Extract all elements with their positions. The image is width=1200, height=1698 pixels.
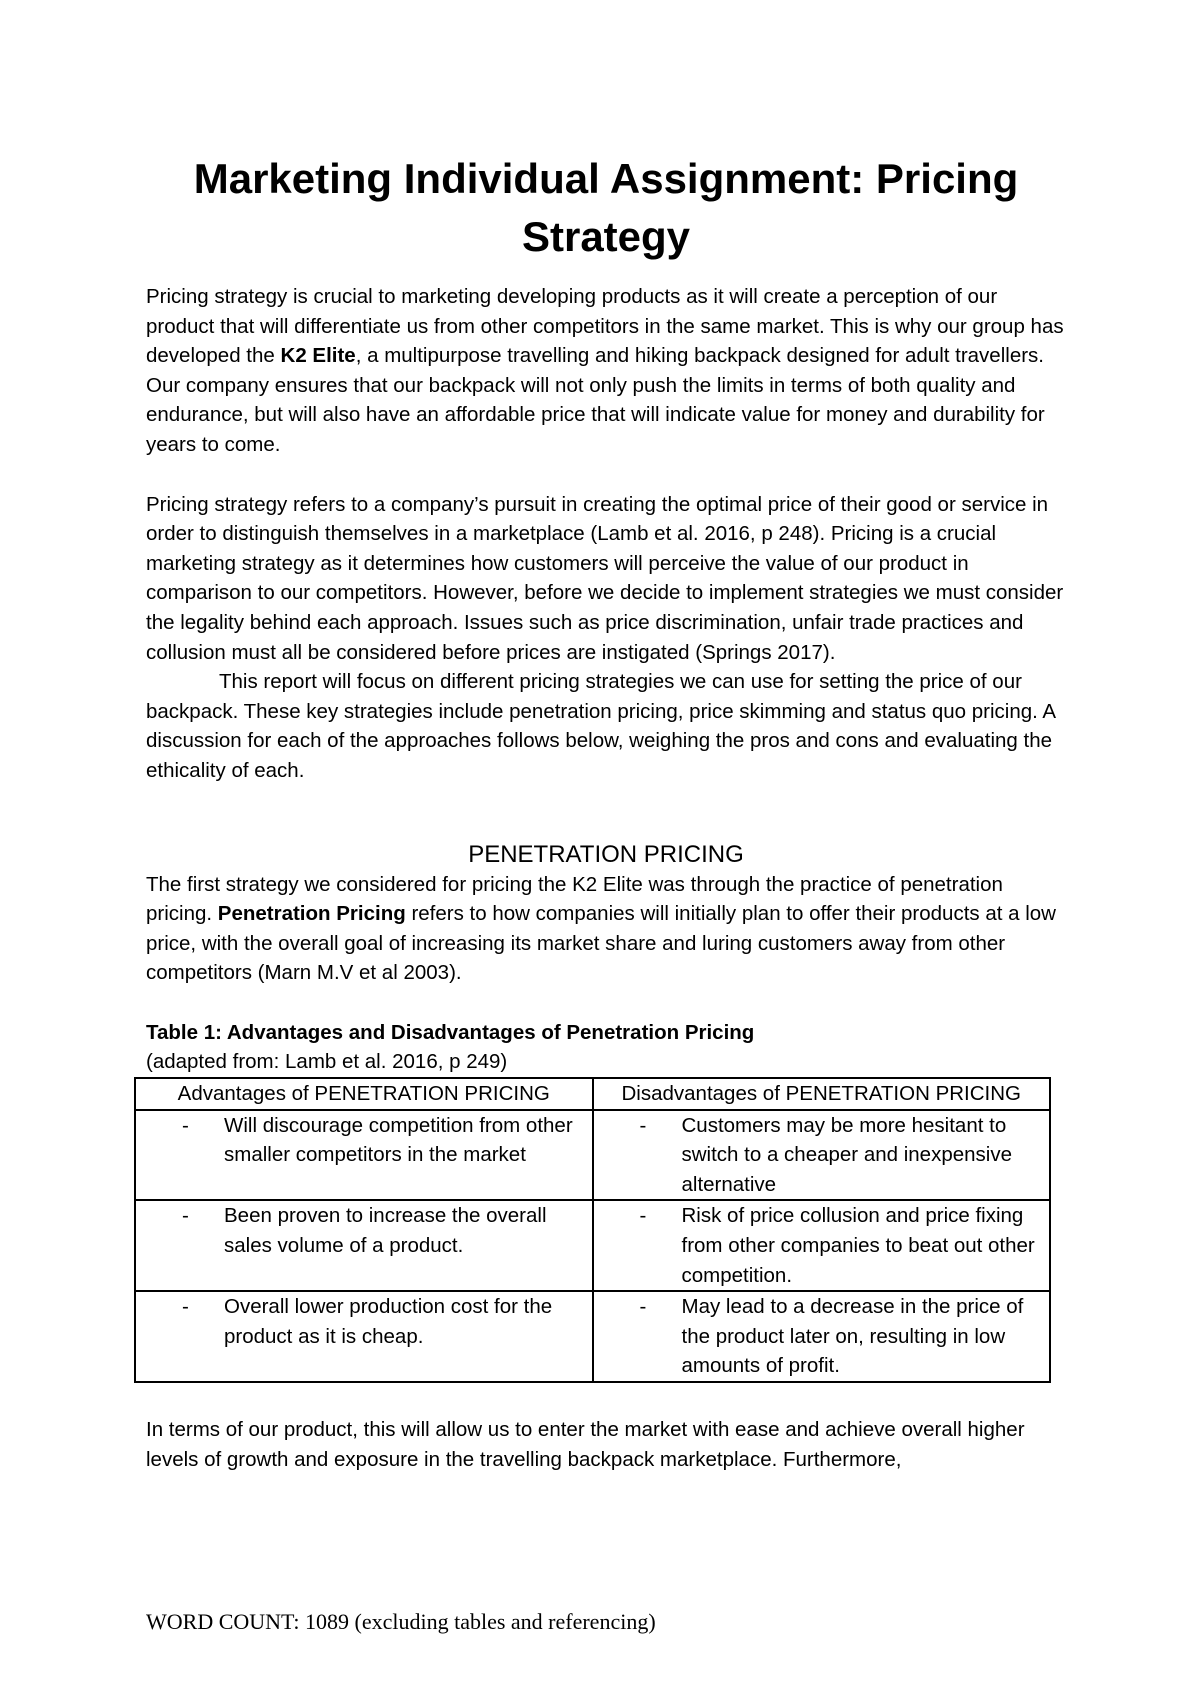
penetration-text-2: refers to how companies will initially plan to offer their products at a low price, with the overall goal of increasing its market share and luring customers away from other competitors (Marn M.V et al 2003). bbox=[146, 902, 1056, 985]
focus-paragraph: This report will focus on different pricing strategies we can use for setting the price of our backpack. These key strategies include penetration pricing, price skimming and status quo pricing. A discussion for each of the approaches follows below, weighing the pros and cons and evaluating the ethicality of each. bbox=[146, 670, 1055, 782]
advantages-header: Advantages of PENETRATION PRICING bbox=[135, 1078, 593, 1110]
bullet-dash: - bbox=[182, 1295, 189, 1319]
disadvantage-cell bbox=[593, 1110, 1051, 1201]
advantage-cell bbox=[135, 1200, 593, 1291]
disadvantage-text: May lead to a decrease in the price of the product later on, resulting in low amounts of profit. bbox=[681, 1295, 1024, 1378]
disadvantages-header: Disadvantages of PENETRATION PRICING bbox=[593, 1078, 1051, 1110]
disadvantage-text: Customers may be more hesitant to switch to a cheaper and inexpensive alternative bbox=[681, 1113, 1012, 1196]
table-row bbox=[135, 1200, 1050, 1291]
table-row bbox=[135, 1110, 1050, 1201]
intro-paragraph bbox=[146, 282, 1066, 460]
intro-text-2: , a multipurpose travelling and hiking backpack designed for adult travellers. Our company ensures that our backpack will not only push the limits in terms of both quality and endurance, but will also have an affordable price that will indicate value for money and durability for years to come. bbox=[146, 344, 1045, 456]
penetration-term: Penetration Pricing bbox=[217, 902, 406, 926]
table-source: (adapted from: Lamb et al. 2016, p 249) bbox=[146, 1050, 508, 1074]
after-table-paragraph: In terms of our product, this will allow us to enter the market with ease and achieve overall higher levels of growth and exposure in the travelling backpack marketplace. Furthermore, bbox=[146, 1418, 1025, 1471]
advantages-table bbox=[134, 1077, 1051, 1383]
word-count-footer: WORD COUNT: 1089 (excluding tables and referencing) bbox=[146, 1609, 656, 1634]
bullet-dash: - bbox=[639, 1113, 647, 1137]
advantage-cell bbox=[135, 1110, 593, 1201]
document-body bbox=[146, 150, 1066, 1474]
bullet-dash: - bbox=[182, 1204, 189, 1228]
disadvantage-cell bbox=[593, 1291, 1051, 1382]
table-row bbox=[135, 1291, 1050, 1382]
advantage-text: Been proven to increase the overall sales volume of a product. bbox=[224, 1204, 547, 1258]
product-name: K2 Elite bbox=[280, 344, 356, 368]
advantage-text: Will discourage competition from other smaller competitors in the market bbox=[224, 1113, 573, 1167]
table-caption: Table 1: Advantages and Disadvantages of Penetration Pricing bbox=[146, 1020, 755, 1044]
bullet-dash: - bbox=[182, 1113, 189, 1137]
disadvantage-text: Risk of price collusion and price fixing from other companies to beat out other competition. bbox=[681, 1204, 1035, 1287]
bullet-dash: - bbox=[639, 1204, 647, 1228]
advantage-cell bbox=[135, 1291, 593, 1382]
penetration-text-1: The first strategy we considered for pricing the K2 Elite was through the practice of penetration pricing. bbox=[146, 872, 1003, 926]
bullet-dash: - bbox=[639, 1295, 647, 1319]
intro-text-1: Pricing strategy is crucial to marketing developing products as it will create a perception of our product that will differentiate us from other competitors in the same market. This is why our group has developed the bbox=[146, 285, 1064, 368]
advantage-text: Overall lower production cost for the product as it is cheap. bbox=[224, 1295, 553, 1348]
definition-paragraph: Pricing strategy refers to a company’s pursuit in creating the optimal price of their good or service in order to distinguish themselves in a marketplace (Lamb et al. 2016, p 248). Pricing is a crucial marketing strategy as it determines how customers will perceive the value of our product in comparison to our competitors. However, before we decide to implement strategies we must consider the legality behind each approach. Issues such as price discrimination, unfair trade practices and collusion must all be considered before prices are instigated (Springs 2017). bbox=[146, 492, 1064, 664]
page-title: Marketing Individual Assignment: Pricing Strategy bbox=[193, 155, 1019, 260]
table-header-row bbox=[135, 1078, 1050, 1110]
penetration-paragraph bbox=[146, 870, 1066, 988]
section-heading-penetration: PENETRATION PRICING bbox=[468, 840, 744, 868]
disadvantage-cell bbox=[593, 1200, 1051, 1291]
